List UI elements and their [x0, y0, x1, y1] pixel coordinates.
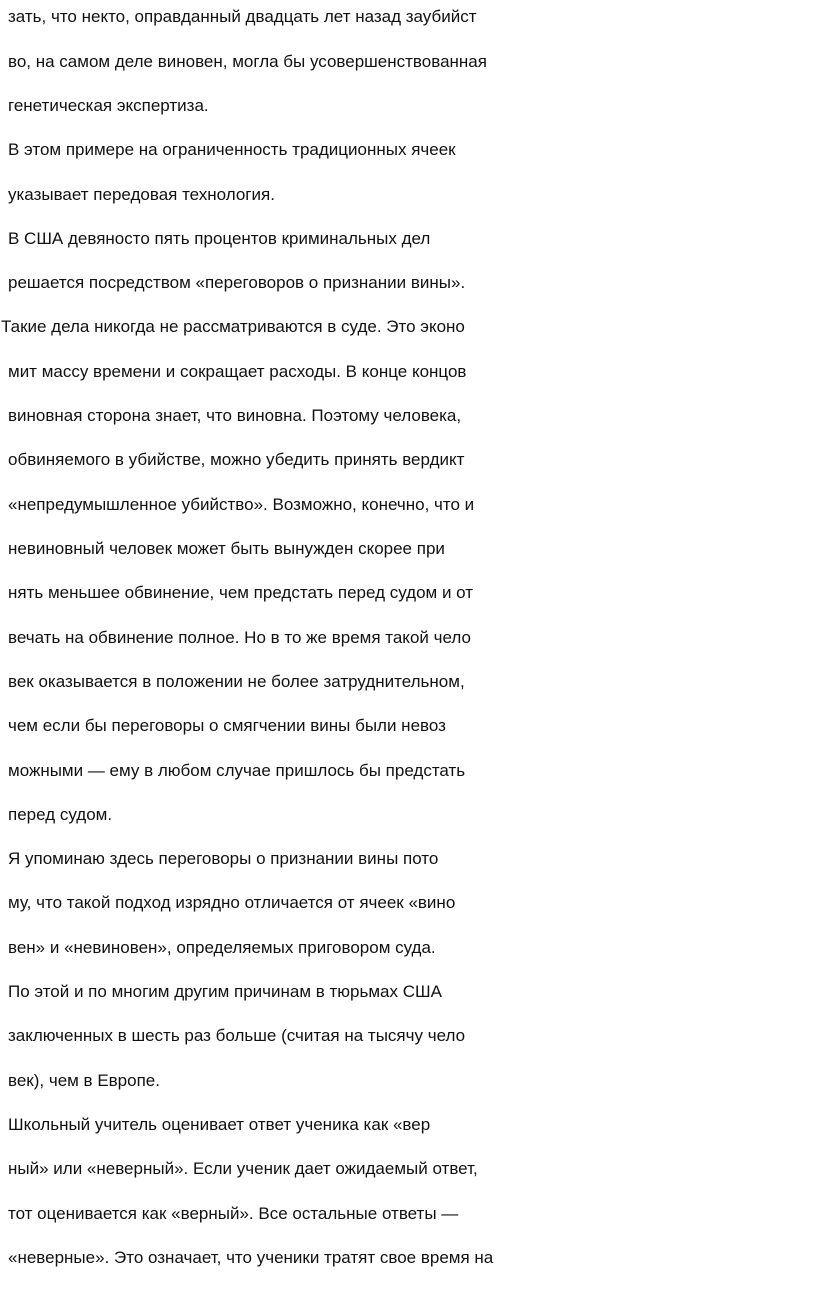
- text-line: во, на самом деле виновен, могла бы усовершенствованная: [8, 52, 487, 71]
- text-line: По этой и по многим другим причинам в тюрьмах США: [8, 982, 442, 1001]
- text-line: му, что такой подход изрядно отличается от ячеек «вино: [8, 893, 456, 912]
- text-line: «неверные». Это означает, что ученики тратят свое время на: [8, 1248, 494, 1267]
- text-line: обвиняемого в убийстве, можно убедить принять вердикт: [8, 450, 465, 469]
- text-line: тот оценивается как «верный». Все остальные ответы —: [8, 1204, 459, 1223]
- text-line: перед судом.: [8, 805, 113, 824]
- text-line: В этом примере на ограниченность традиционных ячеек: [8, 140, 456, 159]
- text-line: ный» или «неверный». Если ученик дает ожидаемый ответ,: [8, 1159, 478, 1178]
- text-line: мит массу времени и сокращает расходы. В конце концов: [8, 362, 467, 381]
- text-line: Я упоминаю здесь переговоры о признании вины пото: [8, 849, 439, 868]
- text-line: генетическая экспертиза.: [8, 96, 209, 115]
- text-line: Школьный учитель оценивает ответ ученика как «вер: [8, 1115, 431, 1134]
- text-line: вен» и «невиновен», определяемых приговором суда.: [8, 938, 436, 957]
- text-line: можными — ему в любом случае пришлось бы предстать: [8, 761, 466, 780]
- text-line: указывает передовая технология.: [8, 185, 275, 204]
- text-line: чем если бы переговоры о смягчении вины были невоз: [8, 716, 446, 735]
- text-line: нять меньшее обвинение, чем предстать перед судом и от: [8, 583, 474, 602]
- text-line: виновная сторона знает, что виновна. Поэтому человека,: [8, 406, 462, 425]
- text-line: Такие дела никогда не рассматриваются в суде. Это эконо: [1, 317, 465, 336]
- text-line: «непредумышленное убийство». Возможно, конечно, что и: [8, 495, 475, 514]
- text-line: зать, что некто, оправданный двадцать лет назад заубийст: [8, 7, 477, 26]
- text-line: век), чем в Европе.: [8, 1071, 160, 1090]
- text-line: решается посредством «переговоров о признании вины».: [8, 273, 466, 292]
- text-line: В США девяносто пять процентов криминальных дел: [8, 229, 431, 248]
- text-line: невиновный человек может быть вынужден скорее при: [8, 539, 445, 558]
- text-line: заключенных в шесть раз больше (считая на тысячу чело: [8, 1026, 466, 1045]
- text-line: вечать на обвинение полное. Но в то же время такой чело: [8, 628, 471, 647]
- text-line: век оказывается в положении не более затруднительном,: [8, 672, 465, 691]
